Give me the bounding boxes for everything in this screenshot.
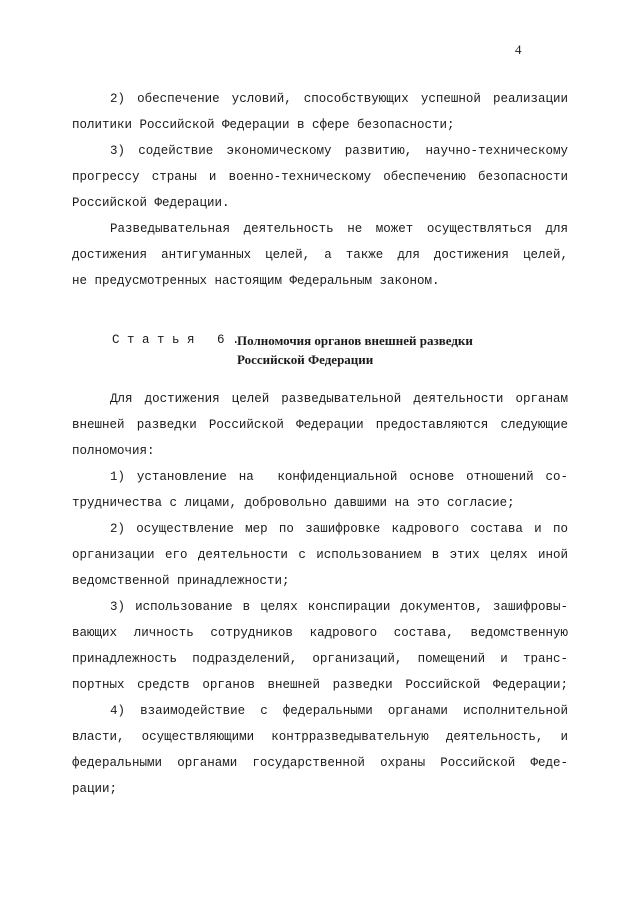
paragraph-line: внешней разведки Российской Федерации предоставляются следующие	[72, 418, 568, 432]
paragraph-line: Разведывательная деятельность не может осуществляться для	[110, 222, 568, 236]
paragraph-line: рации;	[72, 782, 118, 796]
paragraph-line: портных средств органов внешней разведки Российской Федерации;	[72, 678, 568, 692]
paragraph-line: 4) взаимодействие с федеральными органами исполнительной	[110, 704, 568, 718]
paragraph-line: 2) обеспечение условий, способствующих успешной реализации	[110, 92, 568, 106]
paragraph-line: 1) установление на конфиденциальной основе отношений со-	[110, 470, 568, 484]
paragraph-line: Российской Федерации.	[72, 196, 230, 210]
page-number: 4	[515, 42, 522, 57]
paragraph-line: власти, осуществляющими контрразведывательную деятельность, и	[72, 730, 568, 744]
paragraph-line: 3) содействие экономическому развитию, научно-техническому	[110, 144, 568, 158]
paragraph-line: политики Российской Федерации в сфере безопасности;	[72, 118, 455, 132]
article-title-line-1: Полномочия органов внешней разведки	[237, 333, 473, 348]
paragraph-line: организации его деятельности с использованием в этих целях иной	[72, 548, 568, 562]
paragraph-line: не предусмотренных настоящим Федеральным законом.	[72, 274, 440, 288]
paragraph-line: прогрессу страны и военно-техническому обеспечению безопасности	[72, 170, 568, 184]
paragraph-line: принадлежность подразделений, организаций, помещений и транс-	[72, 652, 568, 666]
paragraph-line: Для достижения целей разведывательной деятельности органам	[110, 392, 568, 406]
article-label: Статья 6.	[112, 333, 248, 347]
paragraph-line: ведомственной принадлежности;	[72, 574, 290, 588]
paragraph-line: достижения антигуманных целей, а также для достижения целей,	[72, 248, 568, 262]
paragraph-line: полномочия:	[72, 444, 155, 458]
paragraph-line: 2) осуществление мер по зашифровке кадрового состава и по	[110, 522, 568, 536]
article-title-line-2: Российской Федерации	[237, 352, 374, 367]
paragraph-line: 3) использование в целях конспирации документов, зашифровы-	[110, 600, 568, 614]
paragraph-line: федеральными органами государственной охраны Российской Феде-	[72, 756, 568, 770]
paragraph-line: вающих личность сотрудников кадрового состава, ведомственную	[72, 626, 568, 640]
paragraph-line: трудничества с лицами, добровольно давшими на это согласие;	[72, 496, 515, 510]
